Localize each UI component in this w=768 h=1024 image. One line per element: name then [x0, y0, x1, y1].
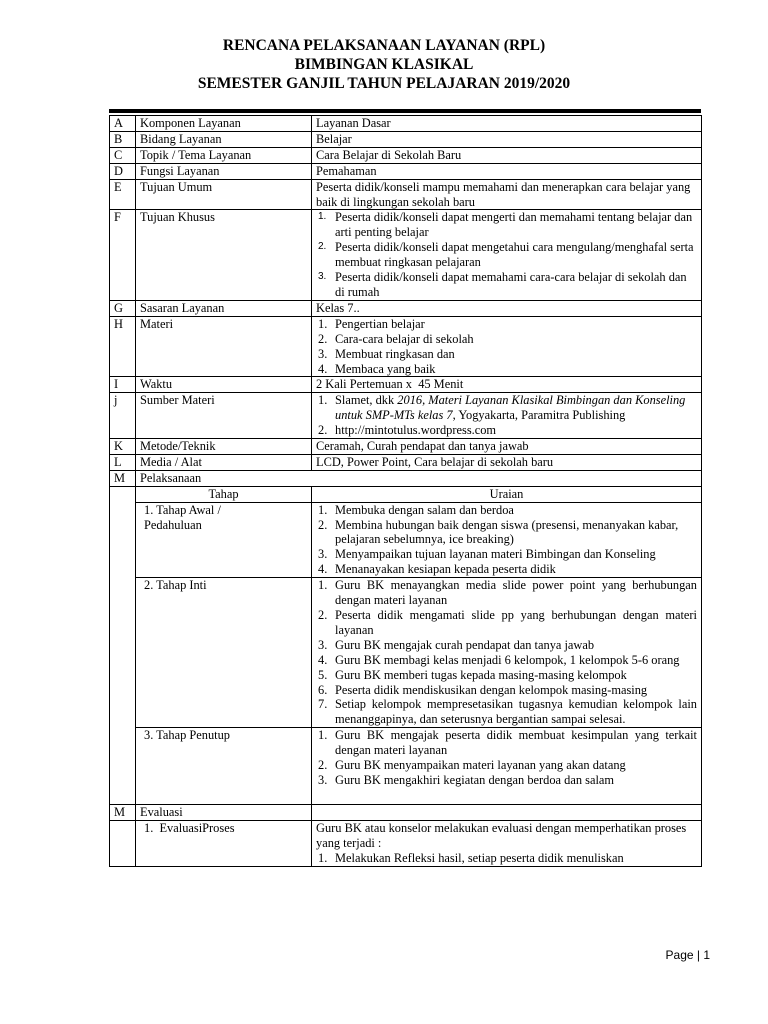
row-value	[312, 393, 702, 439]
row-value: Layanan Dasar	[312, 116, 702, 132]
row-sumber-materi	[110, 393, 702, 439]
list-item	[316, 210, 697, 240]
list-item	[316, 578, 697, 608]
list-number: 1.	[318, 578, 328, 593]
column-header-tahap: Tahap	[136, 486, 312, 502]
row-topik-layanan	[110, 147, 702, 163]
list-text: Setiap kelompok mempresetasikan tugasnya kemudian kelompok lain menanggapinya, dan seterusnya bergantian sampai selesai.	[335, 697, 697, 727]
row-value: Pemahaman	[312, 163, 702, 179]
tahap-inti-list	[316, 578, 697, 727]
list-text: Menyampaikan tujuan layanan materi Bimbingan dan Konseling	[335, 547, 656, 562]
list-number: 3.	[318, 772, 328, 787]
row-label: Evaluasi	[136, 804, 312, 820]
row-sasaran-layanan	[110, 300, 702, 316]
list-item	[316, 332, 697, 347]
list-number: 1.	[318, 502, 328, 517]
row-materi	[110, 316, 702, 377]
row-tujuan-khusus	[110, 210, 702, 300]
list-text: Melakukan Refleksi hasil, setiap peserta didik menuliskan	[335, 850, 624, 865]
list-number: 3.	[318, 547, 328, 562]
row-label: Pelaksanaan	[136, 470, 702, 486]
row-code: B	[110, 131, 136, 147]
materi-list	[316, 317, 697, 377]
row-code: K	[110, 439, 136, 455]
list-number: 1.	[318, 850, 328, 865]
list-item	[316, 317, 697, 332]
row-label: Tujuan Umum	[136, 179, 312, 210]
row-tahap-inti	[110, 578, 702, 728]
list-item	[316, 773, 697, 788]
list-text: Peserta didik mengamati slide pp yang berhubungan dengan materi layanan	[335, 608, 697, 637]
list-number: 7.	[318, 697, 328, 712]
list-text: Guru BK menayangkan media slide power point yang berhubungan dengan materi layanan	[335, 578, 697, 608]
list-item	[316, 240, 697, 270]
row-tahap-penutup	[110, 728, 702, 805]
list-text: Peserta didik/konseli dapat mengerti dan memahami tentang belajar dan arti penting belajar	[335, 210, 693, 240]
tahap-label	[136, 728, 312, 805]
row-value	[312, 210, 702, 300]
row-label: Media / Alat	[136, 454, 312, 470]
list-number: 5.	[318, 667, 328, 682]
list-item	[316, 653, 697, 668]
list-number: 6.	[318, 682, 328, 697]
list-text: Peserta didik/konseli dapat mengetahui cara mengulang/menghafal serta membuat ringkasan pelajaran	[335, 240, 694, 270]
row-code-empty	[110, 486, 136, 804]
row-value: LCD, Power Point, Cara belajar di sekolah baru	[312, 454, 702, 470]
row-label: Bidang Layanan	[136, 131, 312, 147]
tahap-label	[136, 578, 312, 728]
list-item	[316, 562, 697, 577]
row-metode-teknik	[110, 439, 702, 455]
row-value: Ceramah, Curah pendapat dan tanya jawab	[312, 439, 702, 455]
list-item	[316, 518, 697, 548]
list-text: Guru BK membagi kelas menjadi 6 kelompok, 1 kelompok 5-6 orang	[335, 652, 680, 667]
row-code: F	[110, 210, 136, 300]
citation-publisher: , Yogyakarta, Paramitra Publishing	[452, 408, 626, 423]
list-item	[316, 608, 697, 638]
row-label: Metode/Teknik	[136, 439, 312, 455]
row-value: Belajar	[312, 131, 702, 147]
list-number: 2.	[318, 608, 328, 622]
row-evaluasi	[110, 804, 702, 820]
row-value-empty	[312, 804, 702, 820]
row-label: Fungsi Layanan	[136, 163, 312, 179]
row-value	[312, 316, 702, 377]
column-header-uraian: Uraian	[312, 486, 702, 502]
tahap-penutup-list	[316, 728, 697, 788]
list-item	[316, 683, 697, 698]
list-item	[316, 362, 697, 377]
list-text: Membuat ringkasan dan	[335, 346, 455, 361]
row-komponen-layanan	[110, 116, 702, 132]
row-label: Topik / Tema Layanan	[136, 147, 312, 163]
row-tujuan-umum	[110, 179, 702, 210]
document-title	[0, 36, 768, 93]
row-code: G	[110, 300, 136, 316]
list-text: Cara-cara belajar di sekolah	[335, 331, 474, 346]
evaluasi-proses-text: Guru BK atau konselor melakukan evaluasi dengan memperhatikan proses yang terjadi :	[316, 820, 687, 850]
list-number: 1.	[318, 316, 328, 331]
evaluasi-proses-label: 1. EvaluasiProses	[144, 820, 235, 835]
list-text: Membina hubungan baik dengan siswa (presensi, menanyakan kabar, pelajaran sebelumnya, ice breaking)	[335, 517, 679, 547]
row-code: D	[110, 163, 136, 179]
list-number: 4.	[318, 652, 328, 667]
title-divider	[109, 109, 701, 113]
row-media-alat	[110, 454, 702, 470]
row-value	[312, 820, 702, 866]
list-item	[316, 851, 697, 866]
source-link: http://mintotulus.wordpress.com	[335, 423, 497, 438]
row-code: A	[110, 116, 136, 132]
evaluasi-proses-list	[316, 851, 697, 866]
list-number: 2.	[318, 423, 328, 438]
row-code-empty	[110, 820, 136, 866]
list-text: Membuka dengan salam dan berdoa	[335, 502, 514, 517]
row-bidang-layanan	[110, 131, 702, 147]
list-text: Guru BK mengajak curah pendapat dan tanya jawab	[335, 637, 595, 652]
list-text: Membaca yang baik	[335, 361, 436, 376]
list-item	[316, 697, 697, 727]
list-number: 4.	[318, 361, 328, 376]
row-code: j	[110, 393, 136, 439]
tujuan-khusus-list	[316, 210, 697, 299]
list-text: Guru BK memberi tugas kepada masing-masing kelompok	[335, 667, 627, 682]
list-number: 2.	[318, 331, 328, 346]
list-number: 3.	[318, 271, 327, 283]
list-item	[316, 668, 697, 683]
row-label: Waktu	[136, 377, 312, 393]
row-code: H	[110, 316, 136, 377]
sumber-materi-list	[316, 393, 697, 438]
tahap-inti-label: 2. Tahap Inti	[144, 578, 207, 593]
title-line-3: SEMESTER GANJIL TAHUN PELAJARAN 2019/2020	[197, 75, 571, 92]
list-text: Guru BK mengakhiri kegiatan dengan berdoa dan salam	[335, 772, 615, 787]
row-label: Materi	[136, 316, 312, 377]
list-item	[316, 728, 697, 758]
row-value: Peserta didik/konseli mampu memahami dan menerapkan cara belajar yang baik di lingkungan sekolah baru	[312, 179, 702, 210]
list-text: Peserta didik/konseli dapat memahami cara-cara belajar di sekolah dan di rumah	[335, 270, 687, 299]
row-code: C	[110, 147, 136, 163]
list-text: Guru BK mengajak peserta didik membuat kesimpulan yang terkait dengan materi layanan	[335, 728, 697, 758]
rpl-table	[109, 115, 702, 867]
row-label: Tujuan Khusus	[136, 210, 312, 300]
list-number: 3.	[318, 637, 328, 652]
list-text: Pengertian belajar	[335, 316, 425, 331]
row-code: I	[110, 377, 136, 393]
row-evaluasi-proses	[110, 820, 702, 866]
list-number: 4.	[318, 562, 328, 577]
list-text: Menanayakan kesiapan kepada peserta didik	[335, 562, 556, 577]
citation-author: Slamet, dkk	[335, 393, 398, 408]
list-item	[316, 393, 697, 423]
row-code: M	[110, 470, 136, 486]
row-value: Kelas 7..	[312, 300, 702, 316]
pelaksanaan-header-row	[110, 486, 702, 502]
row-label	[136, 820, 312, 866]
row-code: L	[110, 454, 136, 470]
uraian-cell	[312, 502, 702, 578]
row-waktu	[110, 377, 702, 393]
row-value: 2 Kali Pertemuan x 45 Menit	[312, 377, 702, 393]
list-number: 1.	[318, 393, 328, 408]
uraian-cell	[312, 578, 702, 728]
list-item	[316, 547, 697, 562]
list-text: Peserta didik mendiskusikan dengan kelompok masing-masing	[335, 682, 648, 697]
list-item	[316, 270, 697, 300]
row-label: Komponen Layanan	[136, 116, 312, 132]
row-fungsi-layanan	[110, 163, 702, 179]
list-number: 1.	[318, 211, 327, 223]
uraian-cell	[312, 728, 702, 805]
page-number: Page | 1	[665, 948, 710, 962]
row-pelaksanaan	[110, 470, 702, 486]
list-item	[316, 638, 697, 653]
row-code: E	[110, 179, 136, 210]
row-label: Sumber Materi	[136, 393, 312, 439]
row-code: M	[110, 804, 136, 820]
row-tahap-awal	[110, 502, 702, 578]
list-item	[316, 758, 697, 773]
list-number: 2.	[318, 241, 327, 253]
list-text: Guru BK menyampaikan materi layanan yang akan datang	[335, 758, 626, 773]
row-value: Cara Belajar di Sekolah Baru	[312, 147, 702, 163]
title-line-1: RENCANA PELAKSANAAN LAYANAN (RPL)	[222, 37, 546, 54]
list-item	[316, 423, 697, 438]
list-number: 2.	[318, 517, 328, 532]
list-number: 1.	[318, 728, 328, 743]
tahap-label	[136, 502, 312, 578]
row-label: Sasaran Layanan	[136, 300, 312, 316]
tahap-awal-label: 1. Tahap Awal / Pedahuluan	[144, 502, 221, 532]
list-item	[316, 503, 697, 518]
citation-title: 2016, Materi Layanan Klasikal Bimbingan dan Konseling untuk SMP-MTs kelas 7	[335, 393, 686, 423]
title-line-2: BIMBINGAN KLASIKAL	[294, 56, 474, 73]
list-number: 2.	[318, 758, 328, 773]
list-item	[316, 347, 697, 362]
tahap-awal-list	[316, 503, 697, 578]
list-number: 3.	[318, 346, 328, 361]
tahap-penutup-label: 3. Tahap Penutup	[144, 728, 230, 743]
